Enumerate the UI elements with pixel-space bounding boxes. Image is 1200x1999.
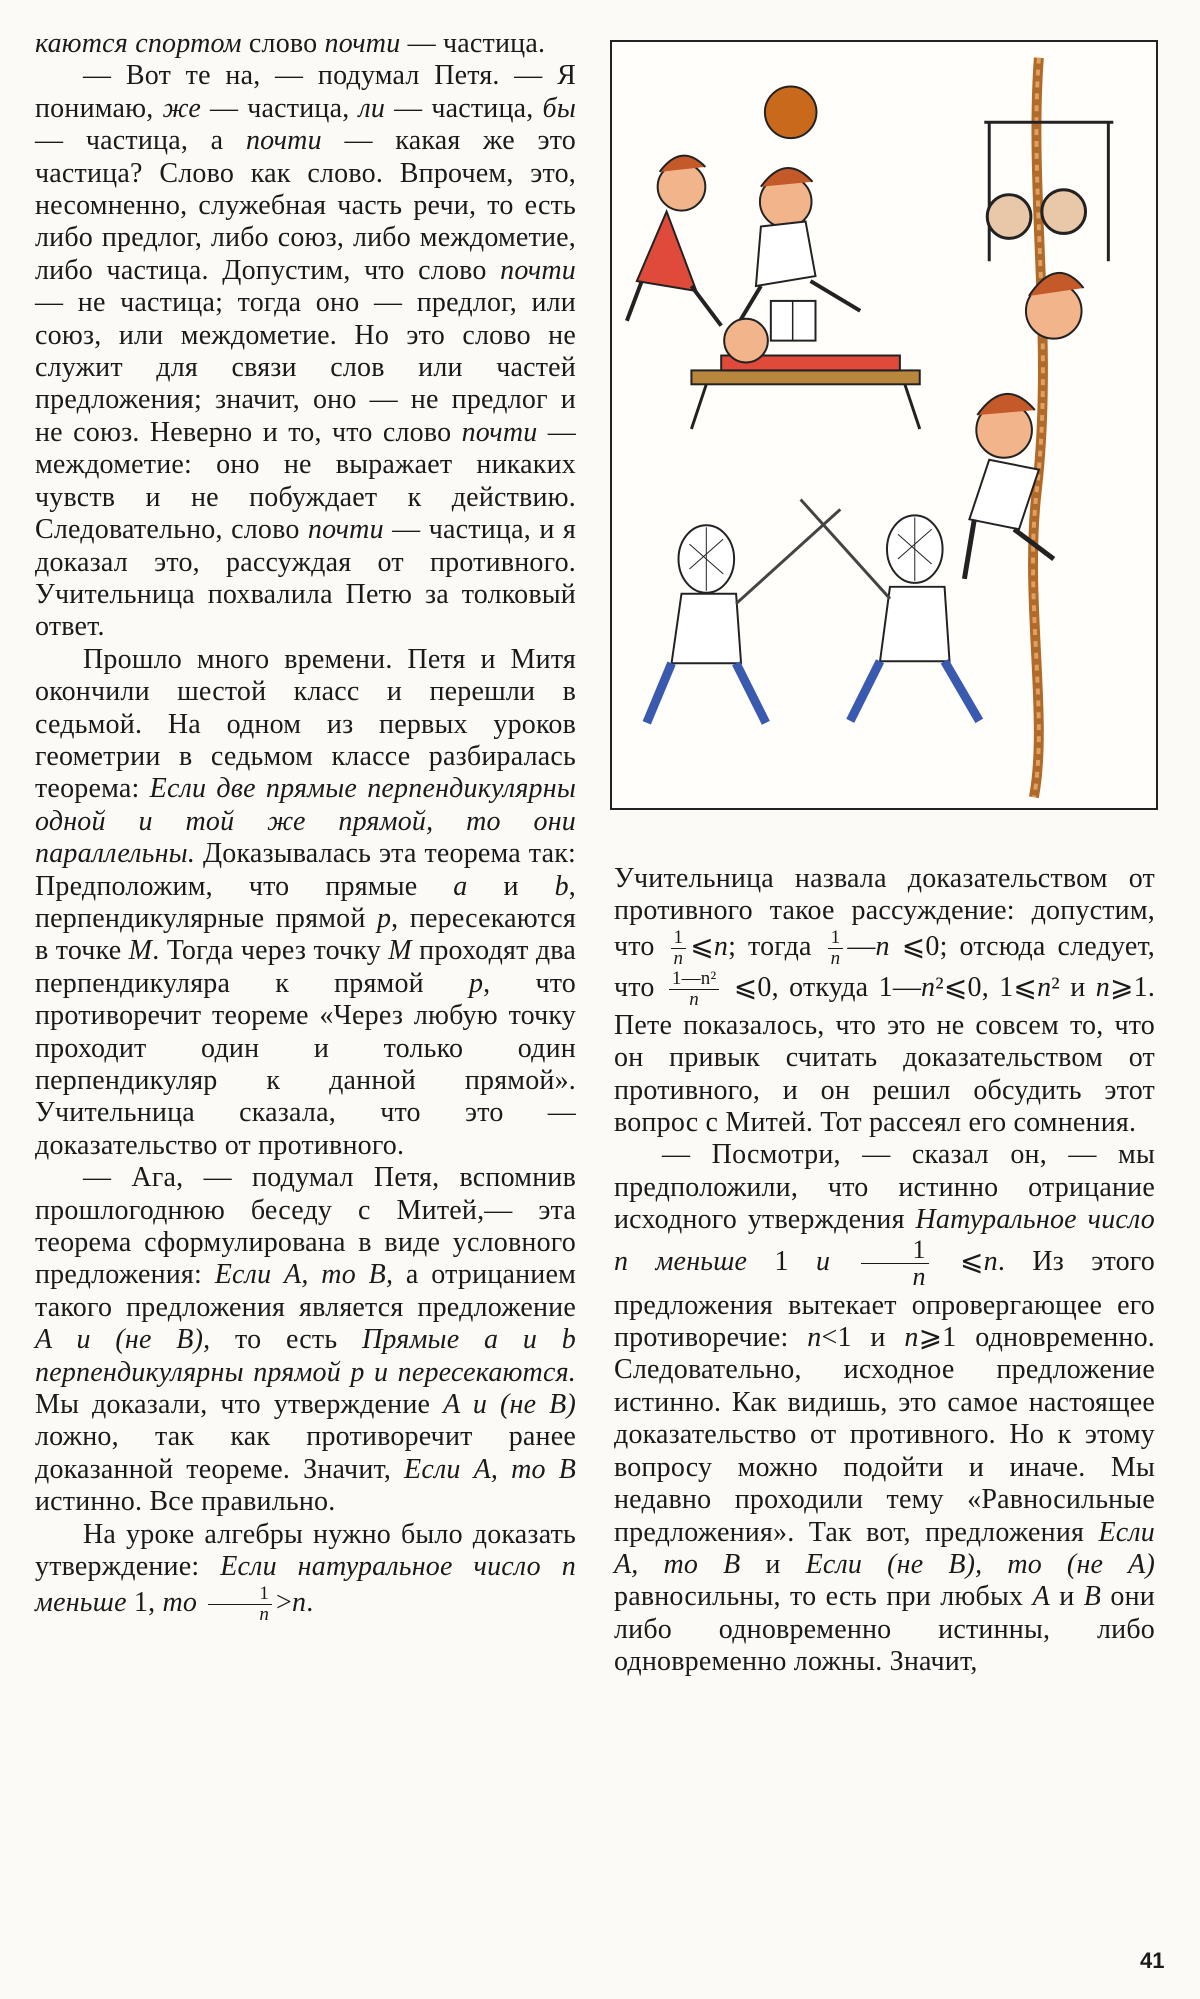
italic-text: M (128, 935, 153, 967)
text: ⩽0, откуда 1— (723, 971, 922, 1003)
italic-text: n (713, 930, 729, 962)
fraction-denominator: n (830, 947, 841, 969)
italic-text: Прямые a и b перпендикулярны прямой p и пересекаются. (35, 1324, 576, 1388)
text: ²⩽0, 1⩽ (935, 971, 1038, 1003)
italic-text: n (904, 1322, 919, 1354)
text: — Вот те на, — подумал Петя. — Я понимаю, (35, 60, 576, 124)
climbing-rope-icon (1033, 58, 1043, 798)
text: Учительница назвала доказательством от противного такое рассуждение: допустим, что (614, 863, 1155, 962)
fraction (671, 928, 687, 969)
italic-text: b (554, 870, 569, 902)
italic-text: почти (245, 125, 322, 157)
fraction (861, 1234, 928, 1291)
football-players-icon (627, 86, 860, 335)
italic-text: же (162, 92, 201, 124)
fraction-numerator: 1—n² (669, 969, 720, 990)
italic-text: Если (не B), то (не A) (805, 1548, 1155, 1580)
text: то есть (210, 1324, 363, 1356)
italic-text: A (1032, 1581, 1050, 1613)
text: . (997, 1245, 1006, 1277)
fraction-denominator: n (912, 1261, 926, 1291)
text: > (276, 1586, 293, 1618)
italic-text: A и (не B), (35, 1324, 211, 1356)
text: Из этого предложения вытекает опровергающее его противоречие: (614, 1245, 1155, 1354)
text: — частица. (400, 28, 546, 59)
paragraph-6 (614, 863, 1155, 1139)
text: ; тогда (728, 930, 824, 962)
fraction (208, 1584, 272, 1625)
italic-text: p (468, 967, 484, 999)
italic-text: Если A, то B (614, 1516, 1155, 1580)
text: ⩽ (690, 930, 714, 962)
page-number: 41 (1140, 1948, 1165, 1973)
italic-text: Если A, то B (404, 1453, 576, 1485)
text: — частица, (200, 92, 359, 124)
italic-text: p (376, 902, 392, 934)
text: ⩾1 одновременно. Следовательно, исходное предложение истинно. Как видишь, это самое настоящее доказательство от противного. Но к этому вопросу можно подойти и иначе. Мы недавно проходили тему «Равносильные предложения». Так вот, предложения (614, 1322, 1155, 1548)
italic-text: n (1037, 971, 1052, 1003)
sports-class-illustration (610, 40, 1158, 810)
italic-text: почти (500, 254, 576, 286)
text: — какая же это частица? Слово как слово. Впрочем, это, несомненно, служебная часть речи, то есть либо предлог, либо союз, либо междометие, либо частица. Допустим, что слово (35, 125, 576, 286)
text: ложно, так как противоречит ранее доказанной теореме. Значит, (35, 1421, 576, 1485)
reading-boy-icon (691, 301, 919, 429)
text: — Посмотри, — сказал он, — мы предположили, что истинно отрицание исходного утверждения (614, 1139, 1155, 1236)
fraction-numerator: 1 (671, 928, 687, 949)
italic-text: Если A, то B, (214, 1259, 394, 1291)
italic-text: n (921, 971, 936, 1003)
italic-text: то (162, 1586, 205, 1618)
text: истинно. Все правильно. (35, 1486, 336, 1518)
text: ⩾1. Пете показалось, что это не совсем то, что он привык считать доказательством от противного, и он решил обсудить этот вопрос с Митей. Тот рассеял его сомнения. (614, 971, 1156, 1139)
text: , пересекаются в точке (35, 902, 576, 967)
fraction-denominator: n (689, 988, 699, 1010)
fraction-numerator: 1 (208, 1584, 272, 1605)
fraction-numerator: 1 (861, 1237, 928, 1264)
italic-text: n (807, 1322, 822, 1354)
text: , перпендикулярные прямой (35, 870, 576, 934)
paragraph-2 (35, 60, 576, 643)
text: слово (241, 28, 325, 59)
rope-climber-icon (964, 273, 1083, 579)
text: и (467, 870, 555, 902)
fraction (828, 928, 844, 969)
text: равносильны, то есть при любых (614, 1581, 1033, 1613)
fraction-denominator: n (673, 947, 684, 969)
text: , что противоречит теореме «Через любую точку проходит один и только один перпендикуляр к данной прямой». Учительница сказала, что это — доказательство от противного. (35, 967, 576, 1161)
fencers-icon (647, 499, 980, 722)
text: ² и (1051, 971, 1096, 1003)
text: — не частица; тогда оно — предлог, или союз, или междометие. Но это слово не служит для связи слов или частей предложения; значит, оно — не предлог и не союз. Неверно и то, что слово (35, 287, 576, 448)
text: — междометие: оно не выражает никаких чувств и не побуждает к действию. Следовательно, слово (35, 416, 576, 546)
text: и (1049, 1581, 1084, 1613)
text: . (306, 1586, 314, 1618)
text: Доказывалась эта теорема так: Предположим, что прямые (35, 838, 576, 902)
text: ⩽ (932, 1245, 984, 1277)
text: а отрицанием такого предложения является предложение (35, 1259, 576, 1323)
paragraph-7 (614, 1139, 1155, 1678)
italic-text: M (388, 935, 412, 967)
fraction-denominator: n (259, 1603, 270, 1625)
italic-text: почти (461, 416, 538, 448)
text: — частица, а (35, 125, 246, 157)
text: — частица, и я доказал это, рассуждая от противного. Учительница похвалила Петю за толковый ответ. (35, 514, 576, 643)
text: 1, (133, 1586, 163, 1618)
italic-text: n (292, 1586, 307, 1618)
text: проходят два перпендикуляра к прямой (35, 935, 576, 999)
fraction (669, 969, 720, 1010)
italic-text: n (1095, 971, 1110, 1003)
text: . Тогда через точку (152, 935, 389, 967)
italic-text: каются спортом (35, 28, 242, 59)
text: — (847, 930, 876, 962)
illustration-svg (612, 42, 1156, 808)
fraction-numerator: 1 (828, 928, 844, 949)
italic-text: почти (307, 514, 384, 546)
italic-text: почти (324, 28, 401, 59)
paragraph-4 (35, 1162, 576, 1518)
left-column (35, 28, 576, 1625)
italic-text: и (815, 1245, 858, 1277)
text: и (740, 1548, 806, 1580)
italic-text: ли (358, 92, 386, 124)
text: Прошло много времени. Петя и Митя окончили шестой класс и перешли в седьмой. На одном из первых уроков геометрии в седьмом классе разбиралась теорема: (35, 643, 576, 805)
italic-text: n (983, 1245, 998, 1277)
paragraph-5 (35, 1519, 576, 1625)
right-column (614, 863, 1155, 1679)
italic-text: A и (не B) (443, 1389, 577, 1421)
italic-text: a (453, 870, 468, 902)
text: они либо одновременно истинны, либо одновременно ложны. Значит, (614, 1581, 1155, 1678)
text: На уроке алгебры нужно было доказать утверждение: (35, 1518, 576, 1583)
gymnastic-rings-icon (984, 122, 1113, 261)
italic-text: n (875, 930, 890, 962)
paragraph-1 (35, 28, 576, 60)
italic-text: Если две прямые перпендикулярны одной и той же прямой, то они параллельны. (35, 773, 576, 870)
text: <1 и (821, 1322, 905, 1354)
text: Мы доказали, что утверждение (35, 1389, 444, 1421)
paragraph-3 (35, 644, 576, 1163)
italic-text: B (1083, 1581, 1102, 1613)
italic-text: Натуральное число n меньше (614, 1204, 1155, 1277)
text: 1 (774, 1245, 816, 1277)
text: — Ага, — подумал Петя, вспомнив прошлогоднюю беседу с Митей,— эта теорема сформулирована в виде условного предложения: (35, 1162, 576, 1291)
text: ⩽0; отсюда следует, что (614, 930, 1155, 1003)
italic-text: Если натуральное число n меньше (35, 1551, 576, 1618)
italic-text: бы (542, 92, 576, 124)
text: — частица, (385, 92, 543, 124)
